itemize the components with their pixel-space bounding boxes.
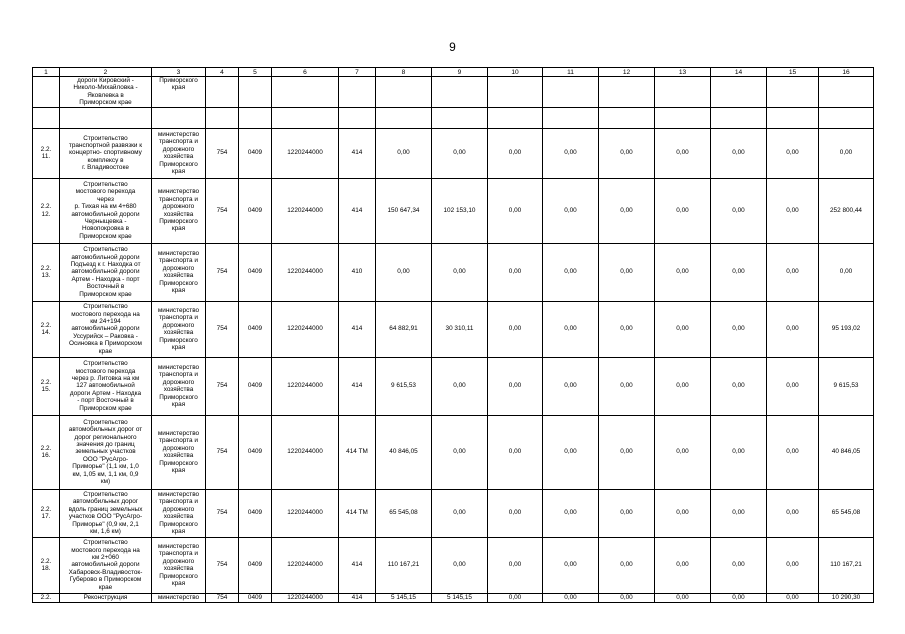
table-cell: Приморского края — [152, 77, 206, 108]
table-cell: министерство транспорта и дорожного хозяйства Приморского края — [152, 128, 206, 178]
table-row — [33, 357, 874, 415]
table-cell: 0409 — [239, 301, 272, 357]
table-cell: 102 153,10 — [432, 178, 488, 243]
table-cell: 0,00 — [543, 489, 599, 537]
table-cell: 1220244000 — [272, 301, 339, 357]
table-cell: министерство — [152, 593, 206, 602]
table-cell: Строительство мостового перехода через р. Литовка на км 127 автомобильной дороги Артем - Находка - порт Восточный в Приморском крае — [60, 357, 152, 415]
table-cell: 1220244000 — [272, 128, 339, 178]
table-cell — [543, 107, 599, 128]
table-cell — [33, 77, 60, 108]
table-cell: 1220244000 — [272, 489, 339, 537]
table-cell: 0,00 — [543, 128, 599, 178]
table-cell: 9 615,53 — [376, 357, 432, 415]
table-cell: 414 — [339, 128, 376, 178]
table-row — [33, 178, 874, 243]
table-row — [33, 243, 874, 301]
table-cell: 5 145,15 — [432, 593, 488, 602]
table-cell: 0409 — [239, 537, 272, 593]
table-cell — [543, 77, 599, 108]
table-cell: 414 — [339, 593, 376, 602]
table-cell: 0,00 — [819, 243, 874, 301]
column-header: 13 — [655, 68, 711, 77]
table-cell: 0,00 — [767, 243, 819, 301]
table-cell: 0,00 — [655, 243, 711, 301]
table-cell: 0,00 — [767, 128, 819, 178]
table-cell: 110 167,21 — [376, 537, 432, 593]
table-cell: 754 — [206, 357, 239, 415]
table-cell — [339, 107, 376, 128]
table-cell: 754 — [206, 128, 239, 178]
table-cell: 2.2. 16. — [33, 415, 60, 489]
table-cell: 414 ТМ — [339, 415, 376, 489]
table-cell — [488, 107, 543, 128]
table-cell: 2.2. — [33, 593, 60, 602]
table-row — [33, 301, 874, 357]
table-cell: министерство транспорта и дорожного хозяйства Приморского края — [152, 489, 206, 537]
table-cell: 0409 — [239, 415, 272, 489]
table-cell — [432, 107, 488, 128]
table-cell — [711, 107, 767, 128]
table-cell: 0,00 — [488, 178, 543, 243]
table-cell: 30 310,11 — [432, 301, 488, 357]
column-header: 16 — [819, 68, 874, 77]
table-cell: 0,00 — [711, 243, 767, 301]
column-header: 2 — [60, 68, 152, 77]
table-cell — [599, 77, 655, 108]
table-cell — [339, 77, 376, 108]
table-cell: 0,00 — [376, 243, 432, 301]
table-cell — [767, 107, 819, 128]
table-cell: 754 — [206, 593, 239, 602]
table-cell: 0409 — [239, 357, 272, 415]
table-cell — [206, 77, 239, 108]
table-cell — [206, 107, 239, 128]
table-cell: 0,00 — [488, 357, 543, 415]
table-cell: 0,00 — [488, 128, 543, 178]
table-cell: Строительство автомобильных дорог от дорог регионального значения до границ земельных участков ООО "РусАгро- Приморье" (1,1 км, 1,0 км, 1,05 км, 1,1 км, 0,9 км) — [60, 415, 152, 489]
column-header: 3 — [152, 68, 206, 77]
table-row — [33, 415, 874, 489]
table-cell: 754 — [206, 415, 239, 489]
table-cell: 0,00 — [432, 128, 488, 178]
table-cell: 0,00 — [488, 415, 543, 489]
table-cell: 0,00 — [711, 537, 767, 593]
table-cell: 0,00 — [599, 128, 655, 178]
table-cell: 2.2. 17. — [33, 489, 60, 537]
table-cell — [432, 77, 488, 108]
table-cell: 0,00 — [655, 178, 711, 243]
table-cell: 0409 — [239, 178, 272, 243]
table-cell: 0,00 — [432, 489, 488, 537]
table-cell: 0,00 — [488, 243, 543, 301]
column-header: 7 — [339, 68, 376, 77]
page-number: 9 — [449, 40, 456, 54]
table-cell — [272, 107, 339, 128]
table-cell: 1220244000 — [272, 178, 339, 243]
table-cell: 0,00 — [767, 593, 819, 602]
table-cell: 0,00 — [819, 128, 874, 178]
table-cell — [655, 107, 711, 128]
table-cell — [376, 77, 432, 108]
table-cell — [376, 107, 432, 128]
table-row — [33, 489, 874, 537]
table-cell — [152, 107, 206, 128]
table-cell: 1220244000 — [272, 243, 339, 301]
table-cell: 0,00 — [432, 415, 488, 489]
table-cell: 754 — [206, 243, 239, 301]
table-cell: 0,00 — [711, 301, 767, 357]
table-cell: министерство транспорта и дорожного хозяйства Приморского края — [152, 537, 206, 593]
table-cell — [819, 77, 874, 108]
table-cell: Строительство транспортной развязки к концертно- спортивному комплексу в г. Владивостоке — [60, 128, 152, 178]
table-cell: 252 800,44 — [819, 178, 874, 243]
table-cell — [239, 107, 272, 128]
table-cell: 0,00 — [599, 243, 655, 301]
table-cell: 0,00 — [488, 537, 543, 593]
table-cell: 414 — [339, 178, 376, 243]
column-header: 15 — [767, 68, 819, 77]
table-cell: 64 882,91 — [376, 301, 432, 357]
table-cell: 0,00 — [432, 243, 488, 301]
column-header: 5 — [239, 68, 272, 77]
table-cell: министерство транспорта и дорожного хозяйства Приморского края — [152, 415, 206, 489]
table-cell: 0,00 — [599, 415, 655, 489]
table-cell: 0,00 — [711, 415, 767, 489]
table-cell: 0,00 — [543, 357, 599, 415]
table-cell: 0,00 — [711, 489, 767, 537]
table-cell: 0,00 — [543, 593, 599, 602]
table-cell: 0,00 — [711, 178, 767, 243]
table-cell: 2.2. 13. — [33, 243, 60, 301]
table-cell: Строительство автомобильной дороги Подъезд к г. Находка от автомобильной дороги Артем - Находка - порт Восточный в Приморском крае — [60, 243, 152, 301]
table-cell: 754 — [206, 178, 239, 243]
table-cell: 0,00 — [711, 357, 767, 415]
table-cell: 0,00 — [655, 128, 711, 178]
table-cell: 0,00 — [599, 489, 655, 537]
table-cell: 0409 — [239, 128, 272, 178]
table-cell: 754 — [206, 489, 239, 537]
table-cell: 410 — [339, 243, 376, 301]
table-row — [33, 537, 874, 593]
table-cell: 0,00 — [655, 593, 711, 602]
table-cell: 0,00 — [376, 128, 432, 178]
table-cell: министерство транспорта и дорожного хозяйства Приморского края — [152, 357, 206, 415]
table-cell: 414 — [339, 537, 376, 593]
table-cell: 2.2. 12. — [33, 178, 60, 243]
column-header: 12 — [599, 68, 655, 77]
table-row — [33, 107, 874, 128]
table-cell: 0,00 — [767, 178, 819, 243]
table-cell — [599, 107, 655, 128]
table-cell: 9 615,53 — [819, 357, 874, 415]
table-cell: 0,00 — [767, 489, 819, 537]
table-cell — [767, 77, 819, 108]
budget-table — [32, 67, 874, 603]
table-cell — [33, 107, 60, 128]
table-cell: 0,00 — [488, 593, 543, 602]
table-cell: 65 545,08 — [376, 489, 432, 537]
table-cell: 0,00 — [599, 178, 655, 243]
table-cell: 0,00 — [599, 593, 655, 602]
table-cell — [488, 77, 543, 108]
table-cell: 414 — [339, 301, 376, 357]
column-header: 8 — [376, 68, 432, 77]
table-row — [33, 128, 874, 178]
table-cell: 0,00 — [488, 489, 543, 537]
table-cell: 0,00 — [655, 357, 711, 415]
table-cell: 40 846,05 — [376, 415, 432, 489]
table-cell: Строительство мостового перехода на км 24+194 автомобильной дороги Уссурийск – Раковка - Осиновка в Приморском крае — [60, 301, 152, 357]
column-header: 9 — [432, 68, 488, 77]
table-cell — [272, 77, 339, 108]
table-cell: 0,00 — [543, 301, 599, 357]
table-cell: 0,00 — [543, 537, 599, 593]
column-header: 11 — [543, 68, 599, 77]
table-cell: 1220244000 — [272, 593, 339, 602]
table-cell: 0,00 — [655, 489, 711, 537]
table-cell — [819, 107, 874, 128]
table-cell: 754 — [206, 537, 239, 593]
column-header: 4 — [206, 68, 239, 77]
table-cell: 0,00 — [488, 301, 543, 357]
table-cell: 754 — [206, 301, 239, 357]
table-cell: 65 545,08 — [819, 489, 874, 537]
table-cell: 0,00 — [655, 415, 711, 489]
table-cell: 0,00 — [767, 537, 819, 593]
table-cell: 0409 — [239, 243, 272, 301]
table-cell: 2.2. 14. — [33, 301, 60, 357]
table-cell: 0,00 — [655, 537, 711, 593]
table-cell — [655, 77, 711, 108]
column-header: 14 — [711, 68, 767, 77]
table-cell: 0,00 — [767, 415, 819, 489]
header-row — [33, 68, 874, 77]
table-cell: 0,00 — [432, 357, 488, 415]
table-cell: министерство транспорта и дорожного хозяйства Приморского края — [152, 301, 206, 357]
table-cell: 95 193,02 — [819, 301, 874, 357]
table-cell: 0,00 — [543, 243, 599, 301]
column-header: 1 — [33, 68, 60, 77]
table-cell: 2.2. 11. — [33, 128, 60, 178]
table-cell: 40 846,05 — [819, 415, 874, 489]
table-cell: 0,00 — [767, 357, 819, 415]
column-header: 10 — [488, 68, 543, 77]
table-cell — [60, 107, 152, 128]
table-cell: 2.2. 18. — [33, 537, 60, 593]
table-cell: 150 647,34 — [376, 178, 432, 243]
table-cell — [239, 77, 272, 108]
table-cell: 0,00 — [711, 128, 767, 178]
table-cell: 0,00 — [543, 178, 599, 243]
table-cell: 0,00 — [543, 415, 599, 489]
table-cell: 0,00 — [599, 301, 655, 357]
table-cell: 0,00 — [599, 537, 655, 593]
table-cell: 10 290,30 — [819, 593, 874, 602]
table-cell: 0,00 — [432, 537, 488, 593]
table-cell: 0409 — [239, 593, 272, 602]
table-cell: 0,00 — [655, 301, 711, 357]
table-cell: 1220244000 — [272, 357, 339, 415]
table-cell: 5 145,15 — [376, 593, 432, 602]
table-cell: министерство транспорта и дорожного хозяйства Приморского края — [152, 243, 206, 301]
table-cell: 414 — [339, 357, 376, 415]
table-cell: 1220244000 — [272, 537, 339, 593]
table-cell: 2.2. 15. — [33, 357, 60, 415]
table-cell: Реконструкция — [60, 593, 152, 602]
table-row — [33, 593, 874, 602]
table-cell: 110 167,21 — [819, 537, 874, 593]
table-cell: 0,00 — [599, 357, 655, 415]
table-cell: Строительство мостового перехода на км 2+060 автомобильной дороги Хабаровск-Владивосток- Губерово в Приморском крае — [60, 537, 152, 593]
table-cell: Строительство автомобильных дорог вдоль границ земельных участков ООО "РусАгро- Приморье" (0,9 км, 2,1 км, 1,6 км) — [60, 489, 152, 537]
table-cell — [711, 77, 767, 108]
table-cell: 0409 — [239, 489, 272, 537]
table-cell: 0,00 — [767, 301, 819, 357]
table-cell: дороги Кировский - Николо-Михайловка - Яковлевка в Приморском крае — [60, 77, 152, 108]
table-row — [33, 77, 874, 108]
table-cell: 414 ТМ — [339, 489, 376, 537]
table-cell: министерство транспорта и дорожного хозяйства Приморского края — [152, 178, 206, 243]
table-cell: 1220244000 — [272, 415, 339, 489]
table-cell: Строительство мостового перехода через р. Тихая на км 4+680 автомобильной дороги Черныщевка - Новопокровка в Приморском крае — [60, 178, 152, 243]
column-header: 6 — [272, 68, 339, 77]
table-cell: 0,00 — [711, 593, 767, 602]
